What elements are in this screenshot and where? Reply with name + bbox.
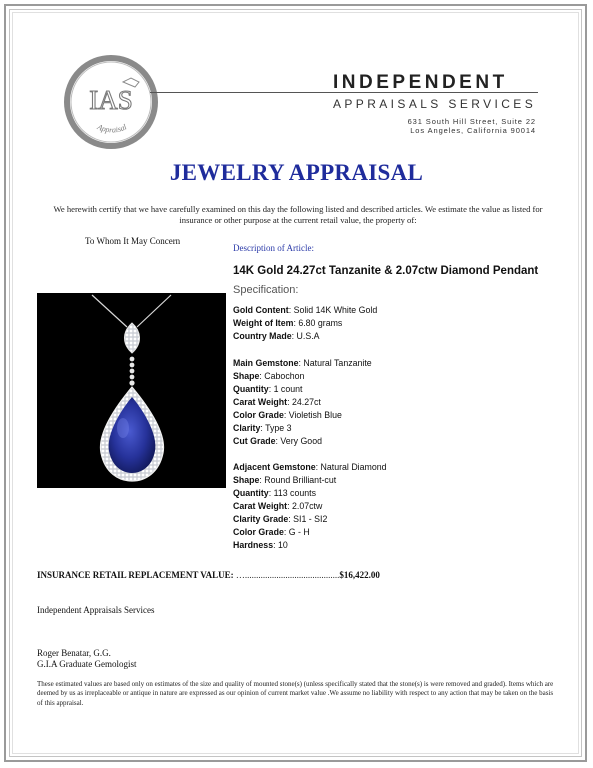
spec-hardness: Hardness: 10 (233, 540, 288, 550)
signature-company: Independent Appraisals Services (37, 605, 155, 615)
spec-weight: Weight of Item: 6.80 grams (233, 318, 343, 328)
spec-main-clarity: Clarity: Type 3 (233, 423, 292, 433)
document-title: JEWELRY APPRAISAL (169, 160, 424, 185)
spec-country: Country Made: U.S.A (233, 331, 320, 341)
product-photo (37, 293, 226, 488)
signer-title: G.I.A Graduate Gemologist (37, 659, 137, 669)
item-title: 14K Gold 24.27ct Tanzanite & 2.07ctw Diamond Pendant (233, 265, 539, 277)
spec-main-color: Color Grade: Violetish Blue (233, 410, 342, 420)
spec-main-carat: Carat Weight: 24.27ct (233, 397, 321, 407)
description-label: Description of Article: (233, 243, 314, 253)
spec-main-gemstone: Main Gemstone: Natural Tanzanite (233, 358, 372, 368)
valuation-label: INSURANCE RETAIL REPLACEMENT VALUE: (37, 570, 234, 580)
spec-gold-content: Gold Content: Solid 14K White Gold (233, 305, 378, 315)
recipient: To Whom It May Concern (85, 236, 181, 246)
certification-text: We herewith certify that we have carefully examined on this day the following listed and described articles. We estimate the value as listed for insurance or other purpose at the current retail value, the property of: (53, 204, 543, 225)
svg-text:Appraisal (95, 122, 129, 135)
spec-main-shape: Shape: Cabochon (233, 371, 305, 381)
valuation-dots: ….......................................... (235, 570, 340, 580)
company-logo (63, 54, 159, 150)
spec-adjacent-shape: Shape: Round Brilliant-cut (233, 475, 337, 485)
spec-main-cut: Cut Grade: Very Good (233, 436, 322, 446)
address-line-2: Los Angeles, California 90014 (410, 126, 536, 135)
logo-ring-text: Appraisal (95, 122, 129, 135)
spec-adjacent-gemstone: Adjacent Gemstone: Natural Diamond (233, 462, 387, 472)
company-name: INDEPENDENT (333, 72, 508, 93)
specification-label: Specification: (233, 284, 299, 296)
valuation-amount: $16,422.00 (339, 570, 380, 580)
valuation-line (37, 570, 380, 580)
address-line-1: 631 South Hill Street, Suite 22 (407, 117, 536, 126)
disclaimer: These estimated values are based only on estimates of the size and quality of mounted stone(s) (unless specifically stated that the stone(s) is were removed and graded). Items which are deemed by us as irreplaceable or antique in nature are expressed as our opinion of current market value .We assume no liability with respect to any action that may be taken on the basis of this appraisal. (37, 680, 554, 707)
logo-letters: IAS (89, 85, 133, 115)
spec-adjacent-carat: Carat Weight: 2.07ctw (233, 501, 323, 511)
signer-name: Roger Benatar, G.G. (37, 648, 111, 658)
spec-main-quantity: Quantity: 1 count (233, 384, 303, 394)
spec-adjacent-quantity: Quantity: 113 counts (233, 488, 316, 498)
spec-adjacent-color: Color Grade: G - H (233, 527, 310, 537)
company-subtitle: APPRAISALS SERVICES (333, 97, 537, 111)
spec-adjacent-clarity: Clarity Grade: SI1 - SI2 (233, 514, 328, 524)
